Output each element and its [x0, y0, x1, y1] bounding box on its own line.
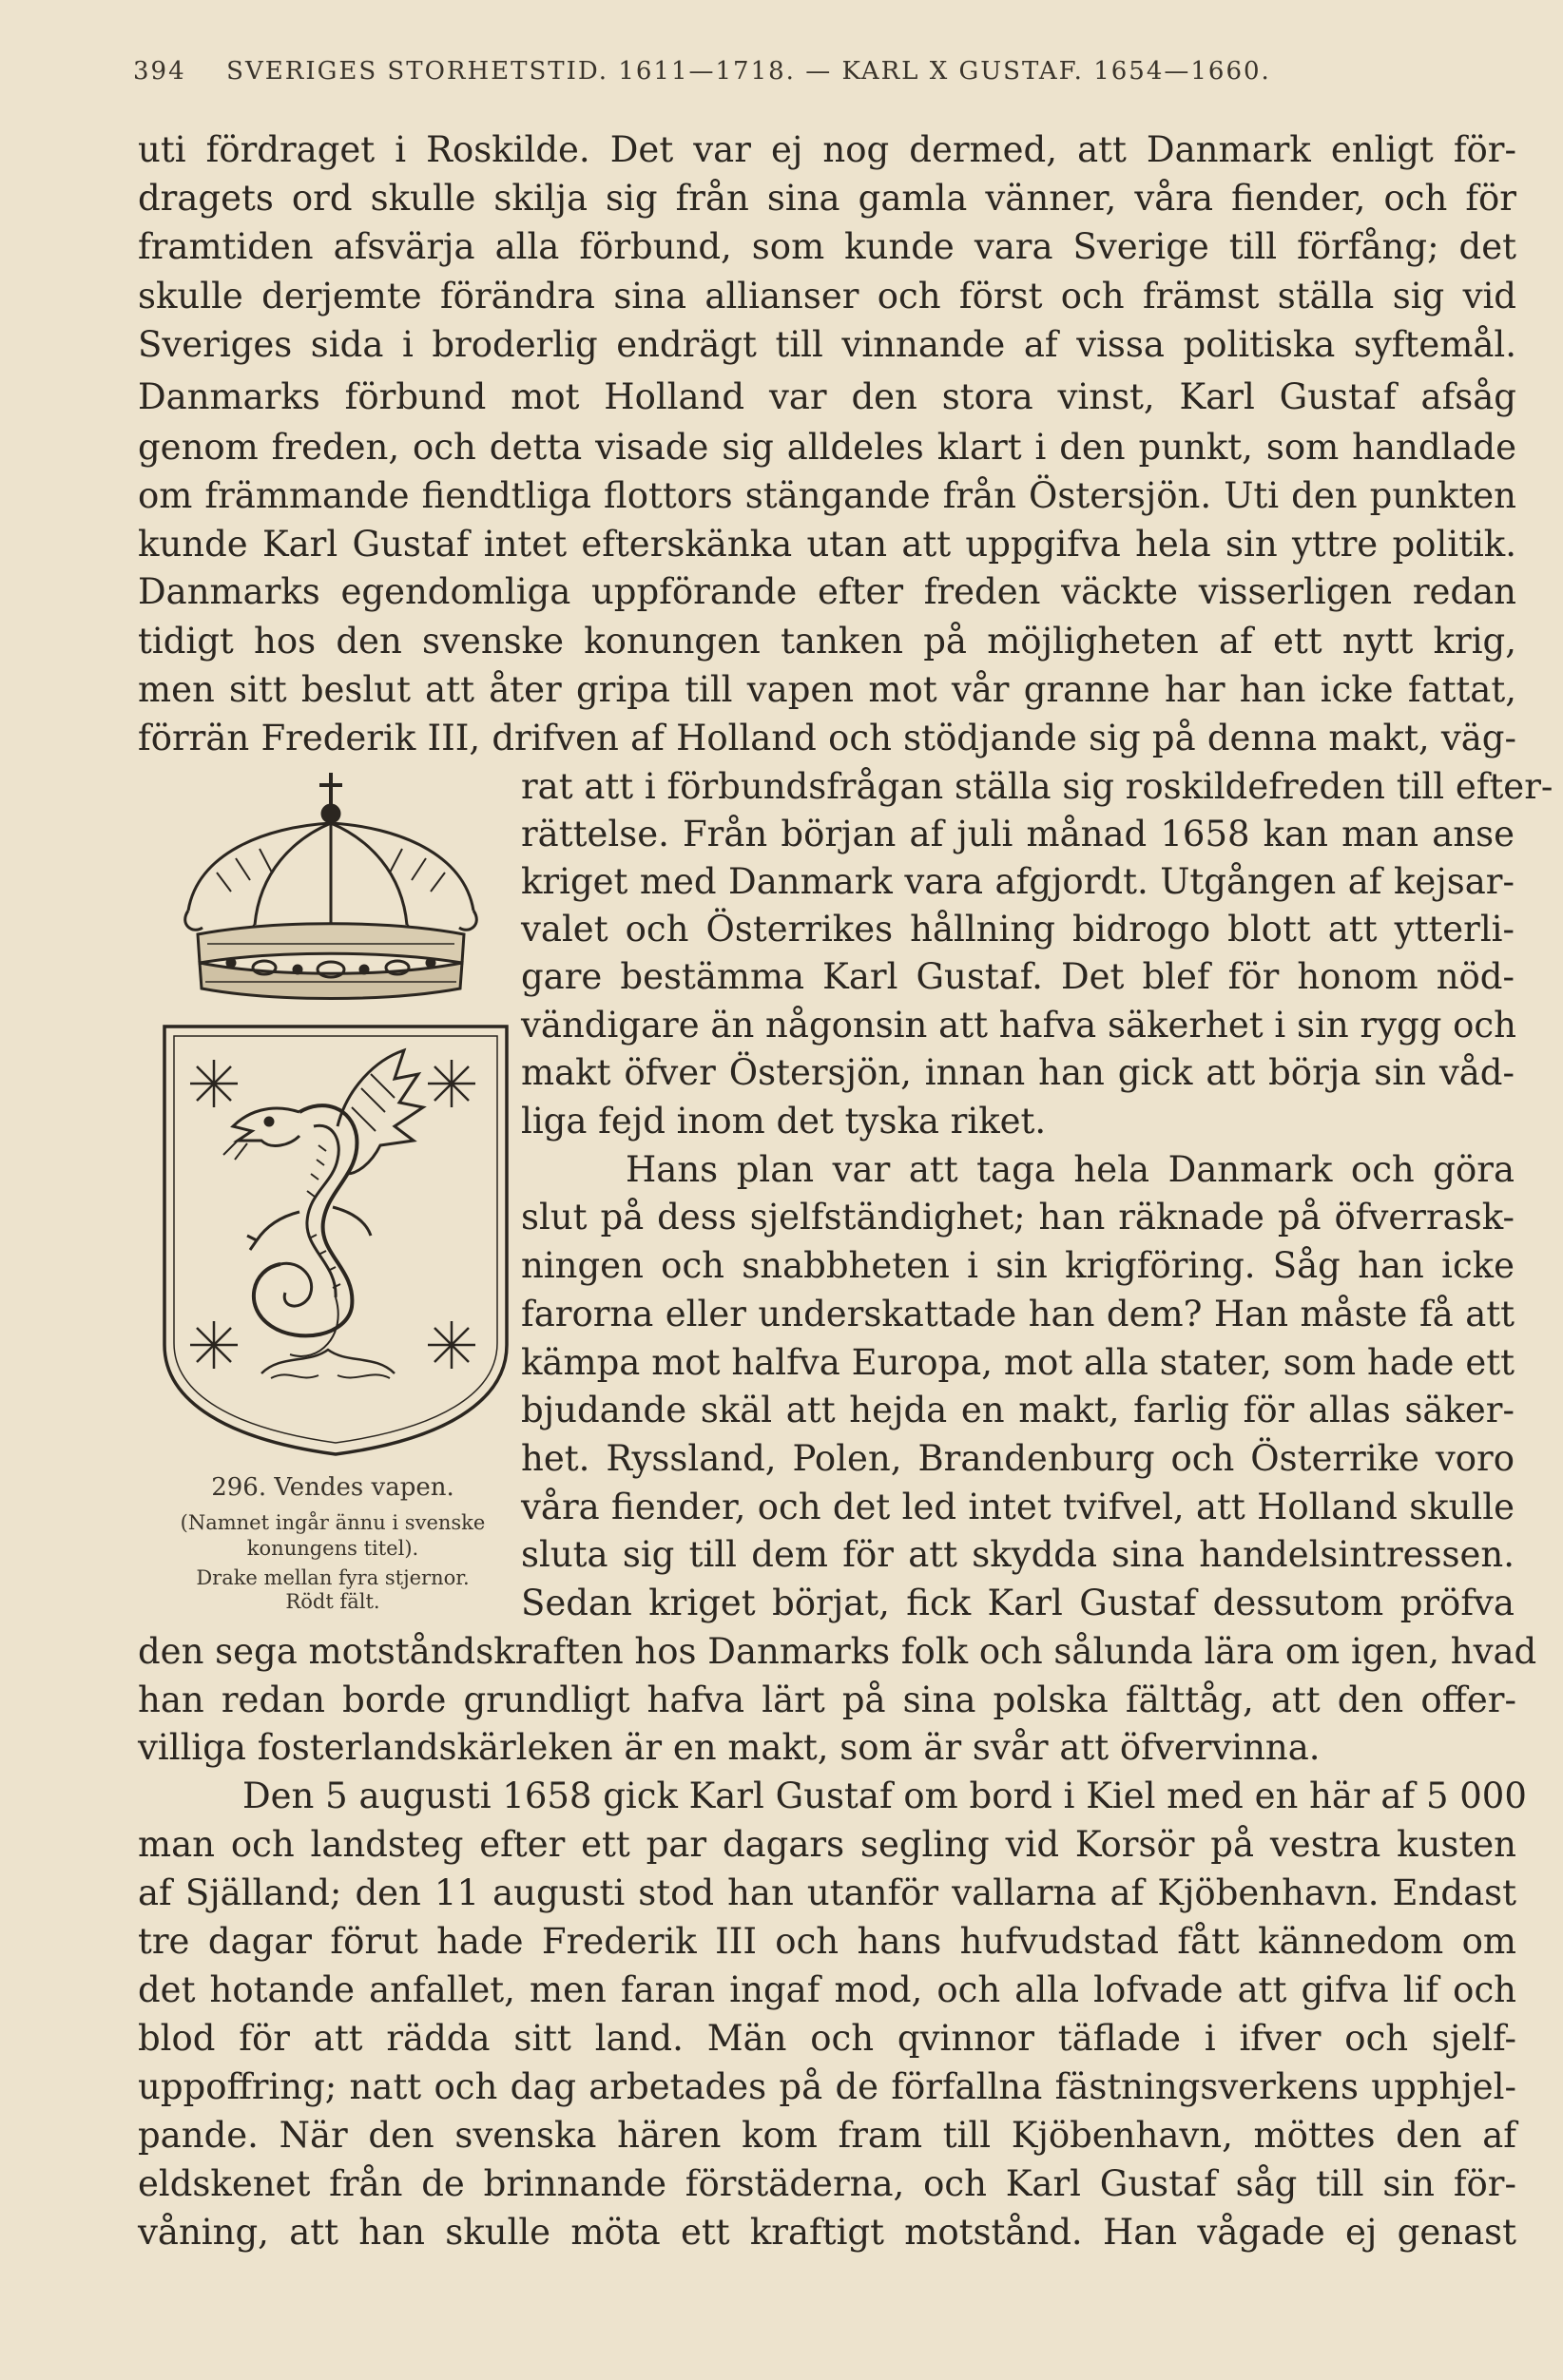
text-line: blod för att rädda sitt land. Män och qvinnor täflade i ifver och sjelf-: [138, 2018, 1516, 2059]
text-line: Danmarks förbund mot Holland var den stora vinst, Karl Gustaf afsåg: [138, 376, 1516, 417]
text-line: farorna eller underskattade han dem? Han måste få att: [521, 1294, 1515, 1334]
text-line: pande. När den svenska hären kom fram till Kjöbenhavn, möttes den af: [138, 2115, 1516, 2156]
text-line: tidigt hos den svenske konungen tanken på möjligheten af ett nytt krig,: [138, 621, 1516, 662]
text-line: det hotande anfallet, men faran ingaf mod, och alla lofvade att gifva lif och: [138, 1969, 1516, 2010]
text-line: makt öfver Östersjön, innan han gick att börja sin våd-: [521, 1052, 1515, 1093]
running-title: SVERIGES STORHETSTID. 1611—1718. — KARL X GUSTAF. 1654—1660.: [226, 57, 1271, 86]
text-line: han redan borde grundligt hafva lärt på sina polska fälttåg, att den offer-: [138, 1679, 1516, 1720]
text-line: Sedan kriget börjat, fick Karl Gustaf dessutom pröfva: [521, 1583, 1515, 1623]
text-line: kriget med Danmark vara afgjordt. Utgången af kejsar-: [521, 861, 1515, 902]
text-line: bjudande skäl att hejda en makt, farlig för allas säker-: [521, 1390, 1515, 1430]
text-line: uppoffring; natt och dag arbetades på de förfallna fästningsverkens upphjel-: [138, 2066, 1516, 2107]
text-line: Hans plan var att taga hela Danmark och göra: [626, 1149, 1515, 1190]
text-line: slut på dess sjelfständighet; han räknade på öfverrask-: [521, 1197, 1515, 1238]
text-line: Sveriges sida i broderlig endrägt till vinnande af vissa politiska syftemål.: [138, 324, 1516, 365]
page-number: 394: [133, 57, 186, 86]
figure-caption-line: konungens titel).: [246, 1537, 419, 1560]
dragon-shield-icon: [157, 1022, 513, 1459]
text-line: rättelse. Från början af juli månad 1658 kan man anse: [521, 814, 1515, 854]
text-line: våning, att han skulle möta ett kraftigt motstånd. Han vågade ej genast: [138, 2212, 1516, 2253]
text-line: valet och Österrikes hållning bidrogo blott att ytterli-: [521, 909, 1515, 950]
figure-caption-line: (Namnet ingår ännu i svenske: [180, 1511, 486, 1534]
figure-caption-title: 296. Vendes vapen.: [211, 1473, 454, 1502]
text-line: vändigare än någonsin att hafva säkerhet i sin rygg och: [521, 1005, 1516, 1046]
text-line: af Själland; den 11 augusti stod han utanför vallarna af Kjöbenhavn. Endast: [138, 1872, 1516, 1913]
text-line: het. Ryssland, Polen, Brandenburg och Österrike voro: [521, 1438, 1515, 1479]
text-line: kunde Karl Gustaf intet efterskänka utan att uppgifva hela sin yttre politik.: [138, 524, 1516, 565]
text-line: men sitt beslut att åter gripa till vapen mot vår granne har han icke fattat,: [138, 669, 1516, 710]
text-line: dragets ord skulle skilja sig från sina gamla vänner, våra fiender, och för: [138, 178, 1516, 219]
running-header: [133, 57, 1436, 95]
text-line: sluta sig till dem för att skydda sina handelsintressen.: [521, 1534, 1515, 1575]
text-line: ningen och snabbheten i sin krigföring. Såg han icke: [521, 1245, 1515, 1286]
text-line: om främmande fiendtliga flottors stängande från Östersjön. Uti den punkten: [138, 475, 1516, 516]
text-line: genom freden, och detta visade sig alldeles klart i den punkt, som handlade: [138, 427, 1516, 468]
crown-icon: [160, 768, 502, 1006]
text-line: uti fördraget i Roskilde. Det var ej nog dermed, att Danmark enligt för-: [138, 129, 1516, 170]
text-line: framtiden afsvärja alla förbund, som kunde vara Sverige till förfång; det: [138, 226, 1516, 267]
text-line: man och landsteg efter ett par dagars segling vid Korsör på vestra kusten: [138, 1824, 1516, 1865]
text-line: tre dagar förut hade Frederik III och hans hufvudstad fått kännedom om: [138, 1921, 1516, 1962]
text-line: gare bestämma Karl Gustaf. Det blef för honom nöd-: [521, 956, 1515, 997]
text-line: den sega motståndskraften hos Danmarks folk och sålunda lära om igen, hvad: [138, 1631, 1537, 1672]
text-line: Danmarks egendomliga uppförande efter freden väckte visserligen redan: [138, 571, 1516, 612]
text-line: liga fejd inom det tyska riket.: [521, 1101, 1047, 1142]
figure-caption-line: Rödt fält.: [285, 1590, 380, 1613]
text-line: skulle derjemte förändra sina allianser och först och främst ställa sig vid: [138, 276, 1516, 317]
text-line: eldskenet från de brinnande förstäderna, och Karl Gustaf såg till sin för-: [138, 2163, 1516, 2204]
text-line: rat att i förbundsfrågan ställa sig roskildefreden till efter-: [521, 766, 1553, 807]
text-line: kämpa mot halfva Europa, mot alla stater, som hade ett: [521, 1342, 1515, 1383]
figure-caption-line: Drake mellan fyra stjernor.: [196, 1566, 470, 1589]
text-line: Den 5 augusti 1658 gick Karl Gustaf om bord i Kiel med en här af 5 000: [242, 1775, 1527, 1816]
text-line: förrän Frederik III, drifven af Holland och stödjande sig på denna makt, väg-: [138, 718, 1516, 758]
text-line: våra fiender, och det led intet tvifvel, att Holland skulle: [521, 1487, 1515, 1527]
text-line: villiga fosterlandskärleken är en makt, som är svår att öfvervinna.: [138, 1727, 1321, 1768]
